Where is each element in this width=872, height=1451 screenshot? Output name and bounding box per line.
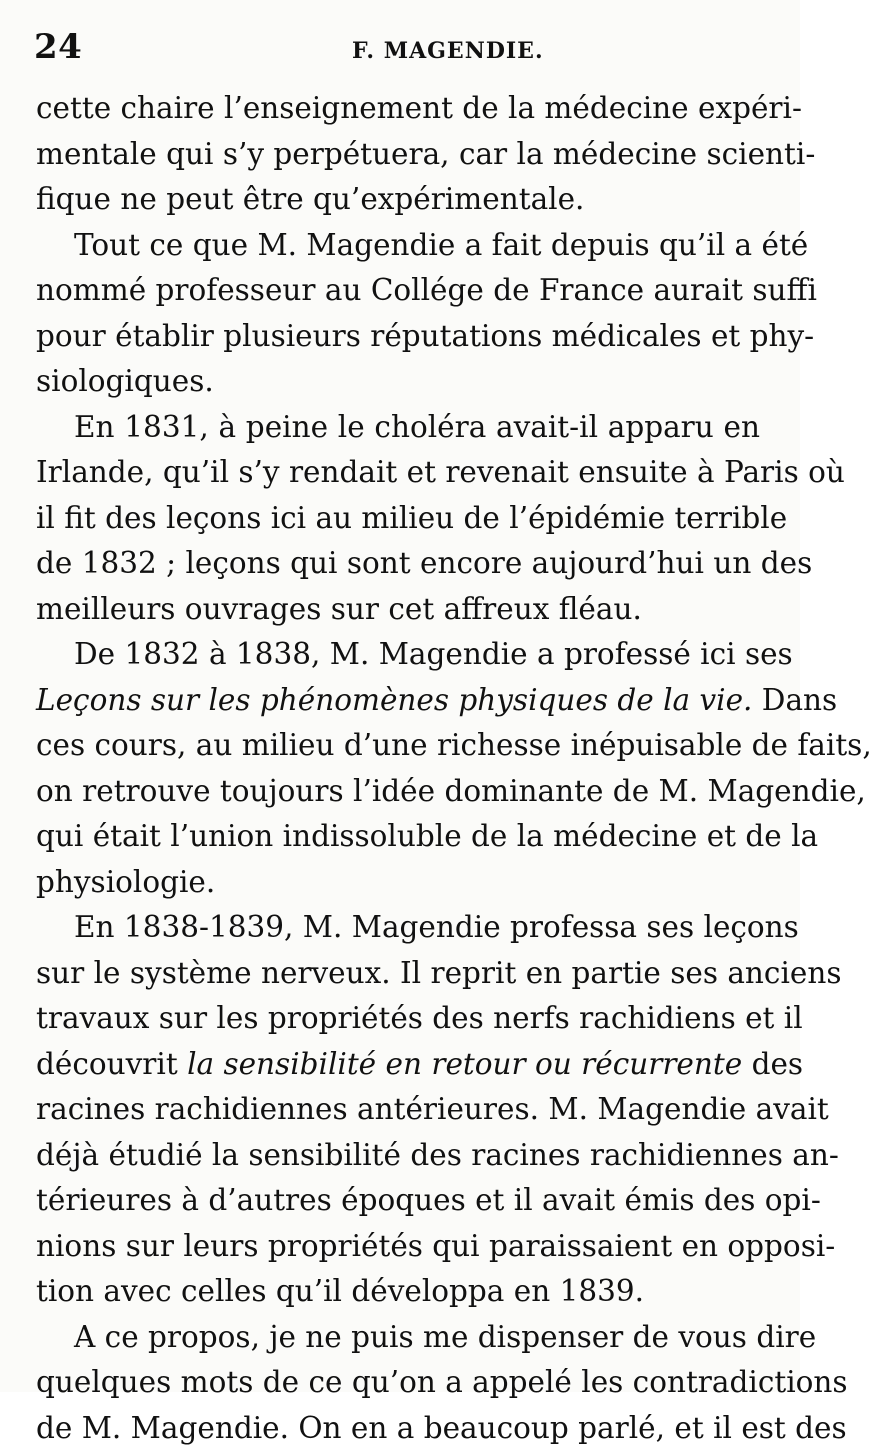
italic-text-segment: Leçons sur les phénomènes physiques de la vie.: [36, 683, 752, 717]
text-line: mentale qui s’y perpétuera, car la médecine scienti-: [36, 132, 760, 178]
text-line: térieures à d’autres époques et il avait émis des opi-: [36, 1178, 760, 1224]
running-head: F. MAGENDIE.: [352, 40, 544, 62]
text-line: [36, 1042, 760, 1088]
text-line: il fit des leçons ici au milieu de l’épidémie terrible: [36, 496, 760, 542]
text-line: qui était l’union indissoluble de la médecine et de la: [36, 814, 760, 860]
text-segment: des: [742, 1047, 803, 1081]
text-line: En 1831, à peine le choléra avait-il apparu en: [36, 405, 760, 451]
text-line: nommé professeur au Collége de France aurait suffi: [36, 268, 760, 314]
text-line: De 1832 à 1838, M. Magendie a professé ici ses: [36, 632, 760, 678]
text-line: cette chaire l’enseignement de la médecine expéri-: [36, 86, 760, 132]
text-line: En 1838-1839, M. Magendie professa ses leçons: [36, 905, 760, 951]
text-line: on retrouve toujours l’idée dominante de M. Magendie,: [36, 769, 760, 815]
text-line: A ce propos, je ne puis me dispenser de vous dire: [36, 1315, 760, 1361]
italic-text-segment: la sensibilité en retour ou récurrente: [187, 1047, 742, 1081]
text-segment: découvrit: [36, 1047, 187, 1081]
text-line: pour établir plusieurs réputations médicales et phy-: [36, 314, 760, 360]
text-line: Tout ce que M. Magendie a fait depuis qu’il a été: [36, 223, 760, 269]
text-line: de 1832 ; leçons qui sont encore aujourd’hui un des: [36, 541, 760, 587]
text-line: racines rachidiennes antérieures. M. Magendie avait: [36, 1087, 760, 1133]
text-line: déjà étudié la sensibilité des racines rachidiennes an-: [36, 1133, 760, 1179]
body-text: [36, 86, 760, 1451]
text-line: fique ne peut être qu’expérimentale.: [36, 177, 760, 223]
text-line: physiologie.: [36, 860, 760, 906]
page-header: [34, 30, 770, 74]
text-line: meilleurs ouvrages sur cet affreux fléau.: [36, 587, 760, 633]
text-line: quelques mots de ce qu’on a appelé les contradictions: [36, 1360, 760, 1406]
text-line: ces cours, au milieu d’une richesse inépuisable de faits,: [36, 723, 760, 769]
text-line: nions sur leurs propriétés qui paraissaient en opposi-: [36, 1224, 760, 1270]
text-line: tion avec celles qu’il développa en 1839.: [36, 1269, 760, 1315]
page-number: 24: [34, 30, 82, 64]
text-line: travaux sur les propriétés des nerfs rachidiens et il: [36, 996, 760, 1042]
text-line: de M. Magendie. On en a beaucoup parlé, et il est des: [36, 1406, 760, 1451]
text-line: siologiques.: [36, 359, 760, 405]
text-segment: Dans: [752, 683, 837, 717]
text-line: [36, 678, 760, 724]
text-line: Irlande, qu’il s’y rendait et revenait ensuite à Paris où: [36, 450, 760, 496]
text-line: sur le système nerveux. Il reprit en partie ses anciens: [36, 951, 760, 997]
